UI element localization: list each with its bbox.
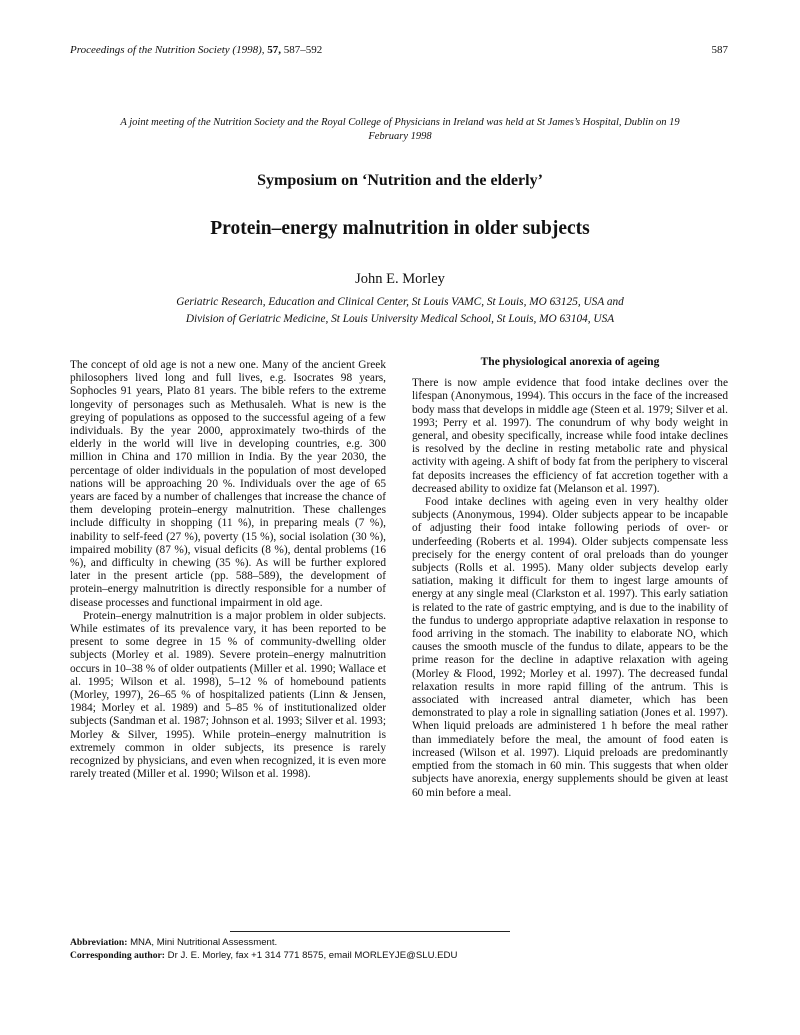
meeting-note: A joint meeting of the Nutrition Society and the Royal College of Physicians in Ireland was held at St James’s Hospital, Dublin on 19 February 1998 — [120, 117, 680, 142]
article-title: Protein–energy malnutrition in older subjects — [210, 218, 590, 239]
footnote-corresponding — [70, 949, 457, 962]
section-heading: The physiological anorexia of ageing — [480, 356, 660, 368]
symposium-title: Symposium on ‘Nutrition and the elderly’ — [257, 172, 543, 189]
corresponding-text: Dr J. E. Morley, fax +1 314 771 8575, email MORLEYJE@SLU.EDU — [167, 950, 458, 961]
abbreviation-text: MNA, Mini Nutritional Assessment. — [130, 937, 278, 948]
journal-year: (1998), — [232, 44, 265, 56]
left-column — [70, 359, 386, 782]
right-paragraph-2: Food intake declines with ageing even in very healthy older subjects (Anonymous, 1994). Older subjects appear to be incapable of adjusting their food intake following periods of over- or underfeeding (Roberts et al. 1994). Older subjects compensate less precisely for the energy content of oral preloads than do younger subjects (Rolls et al. 1995). Many older subjects develop early satiation, making it difficult for them to ingest large amounts of energy at any single meal (Clarkston et al. 1997). This early satiation is related to the rate of gastric emptying, and is due to the inability of the fundus to undergo appropriate adaptive relaxation in response to food arriving in the stomach. The inability to elaborate NO, which causes the smooth muscle of the fundus to dilate, appears to be the prime reason for the decline in adaptive relaxation with ageing (Morley & Flood, 1992; Morley et al. 1997). The decreased fundal relaxation results in more rapid filling of the antrum. This is associated with increased antral diameter, which has been demonstrated to play a role in signalling satiation (Jones et al. 1997). When liquid preloads are administered 1 h before the meal rather than immediately before the meal, the amount of food eaten is increased (Wilson et al. 1997). Liquid preloads are predominantly emptied from the stomach in 60 min. This suggests that when older subjects have anorexia, energy supplements should be given at least 60 min before a meal. — [412, 496, 728, 799]
left-paragraph-2: Protein–energy malnutrition is a major problem in older subjects. While estimates of its prevalence vary, it has been reported to be present to some degree in 15 % of community-dwelling older subjects (Morley et al. 1989). Severe protein–energy malnutrition occurs in 10–38 % of older outpatients (Miller et al. 1990; Wallace et al. 1995; Wilson et al. 1998), 5–12 % of homebound patients (Morley, 1997), 26–65 % of hospitalized patients (Linn & Jensen, 1984; Morley et al. 1989) and 5–85 % of institutionalized older subjects (Sandman et al. 1987; Johnson et al. 1993; Silver et al. 1993; Morley & Silver, 1995). While protein–energy malnutrition is extremely common in older subjects, its presence is rarely recognized by physicians, and even when recognized, it is even more rarely treated (Miller et al. 1990; Wilson et al. 1998). — [70, 609, 387, 781]
corresponding-label: Corresponding author: — [70, 950, 165, 961]
abbreviation-label: Abbreviation: — [70, 937, 128, 948]
affiliation-line-2: Division of Geriatric Medicine, St Louis University Medical School, St Louis, MO 63104, USA — [185, 313, 615, 325]
journal-volume: 57, — [267, 44, 281, 56]
footnote-divider — [230, 931, 510, 932]
running-head — [70, 44, 322, 56]
right-paragraph-1: There is now ample evidence that food intake declines over the lifespan (Anonymous, 1994). This occurs in the face of the increased body mass that develops in middle age (Steen et al. 1979; Silver et al. 1993; Perry et al. 1997). The conundrum of why body weight in general, and obesity specifically, increase while food intake declines is resolved by the decline in resting metabolic rate and physical activity with ageing. A shift of body fat from the periphery to visceral fat deposits increases the efficiency of fat accretion together with a decreased ability to oxidize fat (Melanson et al. 1997). — [412, 377, 728, 495]
footnote-abbreviation — [70, 936, 457, 949]
page-number: 587 — [711, 44, 728, 56]
affiliation — [80, 294, 720, 328]
journal-name: Proceedings of the Nutrition Society — [70, 44, 230, 56]
affiliation-line-1: Geriatric Research, Education and Clinical Center, St Louis VAMC, St Louis, MO 63125, USA and — [176, 296, 624, 308]
left-paragraph-1: The concept of old age is not a new one. Many of the ancient Greek philosophers lived long and full lives, e.g. Isocrates 98 years, Sophocles 91 years, Plato 81 years. The bible refers to the extreme longevity of personages such as Methusaleh. What is new is the greying of populations as opposed to the successful ageing of a few individuals. By the year 2000, approximately two-thirds of the elderly in the world will live in developing countries, e.g. 300 million in China and 170 million in India. By the year 2030, the percentage of older individuals in the population of most developed nations will be approaching 20 %. Individuals over the age of 65 years are faced by a number of challenges that increase the chance of them developing protein–energy malnutrition. These challenges include difficulty in shopping (11 %), in preparing meals (7 %), inability to self-feed (27 %), poverty (15 %), social isolation (30 %), impaired mobility (87 %), visual deficits (8 %), dental problems (16 %), and difficulty in chewing (35 %). As will be further explored later in the present article (pp. 588–589), the development of protein–energy malnutrition is directly responsible for a number of disease processes and functional impairment in old age. — [70, 359, 386, 609]
author-name: John E. Morley — [355, 271, 445, 287]
journal-pages: 587–592 — [283, 44, 323, 56]
footnotes — [70, 936, 457, 962]
right-column — [412, 356, 728, 800]
